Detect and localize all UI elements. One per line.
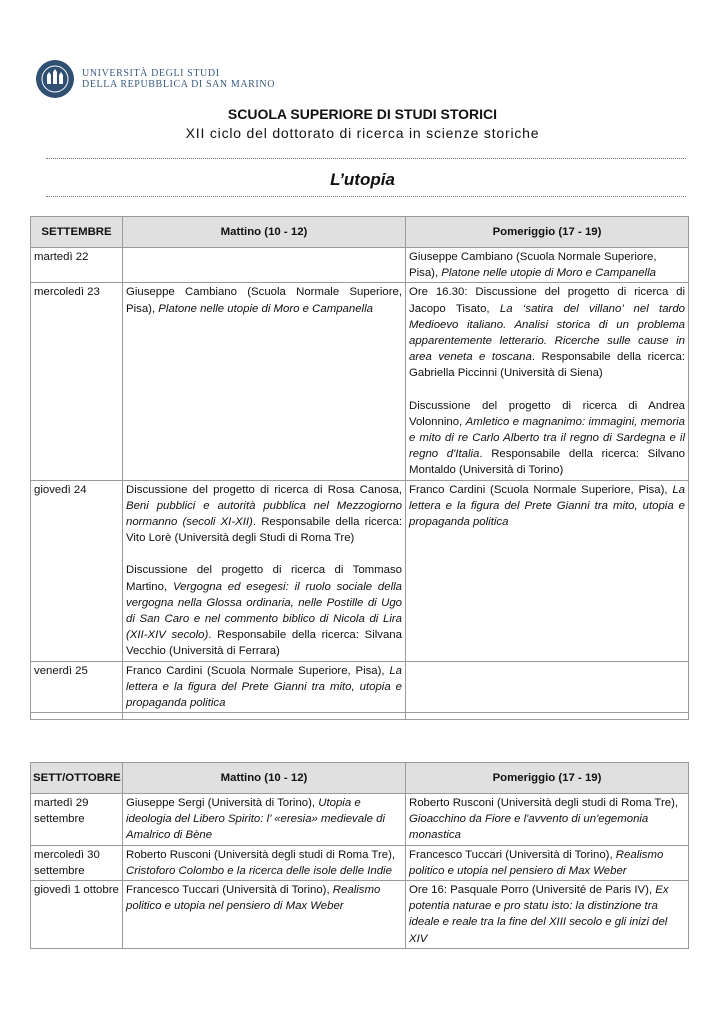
session-title: Platone nelle utopie di Moro e Campanella (441, 267, 656, 280)
session-text: Giuseppe Sergi (Università di Torino), (126, 797, 319, 809)
afternoon-cell (406, 248, 689, 283)
afternoon-cell (406, 480, 689, 661)
cycle-subtitle: XII ciclo del dottorato di ricerca in scienze storiche (185, 125, 540, 141)
morning-cell (123, 881, 406, 949)
session-title: Gioacchino da Fiore e l'avvento di un'egemonia monastica (409, 813, 649, 842)
column-header-period: SETT/OTTOBRE (31, 763, 123, 794)
session-text: Francesco Tuccari (Università di Torino), (126, 884, 333, 897)
session-text: Discussione del progetto di ricerca di Tommaso Martino, (126, 564, 402, 593)
session-title: Cristoforo Colombo e la ricerca delle isole delle Indie (126, 864, 392, 877)
session-text: . Responsabile della ricerca: Silvano Montaldo (Università di Torino) (409, 448, 685, 477)
morning-cell (123, 661, 406, 713)
second-session (409, 398, 685, 479)
session-text: Ore 16.30: Discussione del progetto di ricerca di Jacopo Tisato, (409, 286, 685, 315)
afternoon-cell (406, 845, 689, 880)
session-text: Francesco Tuccari (Università di Torino), (409, 848, 616, 861)
session-text: Roberto Rusconi (Università degli studi di Roma Tre), (409, 797, 679, 809)
morning-cell (123, 283, 406, 480)
dotted-divider-bottom (46, 196, 686, 197)
session-title: La lettera e la figura del Prete Gianni tra mito, utopia e propaganda politica (126, 664, 402, 710)
university-seal-icon (36, 60, 74, 98)
morning-cell (123, 480, 406, 661)
session-title: Platone nelle utopie di Moro e Campanella (158, 302, 373, 315)
day-cell: martedì 29 settembre (31, 794, 123, 846)
dotted-divider-top (46, 158, 686, 159)
session-title: Amletico e magnanimo: immagini, memoria e mito di re Carlo Alberto tra il regno di Sardegna e il regno d'Italia (409, 415, 685, 461)
session-text: . Responsabile della ricerca: Vito Lorè (Università degli Studi di Roma Tre) (126, 516, 403, 545)
afternoon-cell (406, 661, 689, 713)
school-title: SCUOLA SUPERIORE DI STUDI STORICI (227, 106, 498, 122)
morning-cell (123, 248, 406, 283)
table-row (31, 881, 689, 949)
schedule-table-october (30, 762, 689, 949)
morning-cell (123, 794, 406, 846)
column-header-morning: Mattino (10 - 12) (123, 763, 406, 794)
table-row (31, 661, 689, 713)
session-text: . Responsabile della ricerca: Gabriella Piccinni (Università di Siena) (409, 351, 685, 380)
morning-cell (123, 845, 406, 880)
day-cell: martedì 22 (31, 248, 123, 283)
university-logo (36, 60, 275, 98)
session-title: Realismo politico e utopia nel pensiero di Max Weber (126, 884, 381, 913)
session-text: Franco Cardini (Scuola Normale Superiore, Pisa), (409, 483, 673, 496)
session-title: Utopia e ideologia del Libero Spirito: l’ «eresia» medievale di Amalrico di Bène (126, 797, 385, 842)
day-cell: giovedì 1 ottobre (31, 881, 123, 949)
day-cell: venerdì 25 (31, 661, 123, 713)
column-header-afternoon: Pomeriggio (17 - 19) (406, 217, 689, 248)
afternoon-cell (406, 794, 689, 846)
session-text: Giuseppe Cambiano (Scuola Normale Superiore, Pisa), (409, 251, 657, 280)
session-title: La lettera e la figura del Prete Gianni tra mito, utopia e propaganda politica (409, 483, 685, 529)
session-text: . Responsabile della ricerca: Silvana Vecchio (Università di Ferrara) (126, 629, 402, 658)
session-text: Roberto Rusconi (Università degli studi di Roma Tre), (126, 848, 396, 861)
afternoon-cell (406, 881, 689, 949)
table-row (31, 283, 689, 480)
session-text: Discussione del progetto di ricerca di Rosa Canosa, (126, 483, 402, 496)
session-text: Giuseppe Cambiano (Scuola Normale Superiore, Pisa), (126, 286, 402, 315)
table-spacer-row (31, 713, 689, 720)
table-row (31, 480, 689, 661)
column-header-period: SETTEMBRE (31, 217, 123, 248)
table-header-row (31, 763, 689, 794)
session-text: Discussione del progetto di ricerca di Andrea Volonnino, (409, 399, 685, 428)
table-row (31, 248, 689, 283)
table-row (31, 845, 689, 880)
table-row (31, 794, 689, 846)
column-header-morning: Mattino (10 - 12) (123, 217, 406, 248)
session-title: Realismo politico e utopia nel pensiero di Max Weber (409, 848, 664, 877)
column-header-afternoon: Pomeriggio (17 - 19) (406, 763, 689, 794)
session-title: Ex potentia naturae e pro statu isto: la distinzione tra ideale e reale tra la fine del XIII secolo e gli inizi del XIV (409, 884, 669, 945)
university-name-line2: DELLA REPUBBLICA DI SAN MARINO (82, 79, 276, 90)
session-title: Beni pubblici e autorità pubblica nel Mezzogiorno normanno (secoli XI-XII) (126, 499, 402, 529)
university-name (82, 68, 275, 90)
day-cell: mercoledì 23 (31, 283, 123, 480)
day-cell: giovedì 24 (31, 480, 123, 661)
schedule-table-september (30, 216, 689, 720)
session-text: Ore 16: Pasquale Porro (Université de Paris IV), (409, 884, 656, 897)
table-header-row (31, 217, 689, 248)
session-text: Franco Cardini (Scuola Normale Superiore, Pisa), (126, 664, 390, 677)
afternoon-cell (406, 283, 689, 480)
session-title: Vergogna ed esegesi: il ruolo sociale della vergogna nella Glossa ordinaria, nelle Postille di Ugo di San Caro e nel commento biblico di Nicola di Lira (XII-XIV secolo) (126, 580, 402, 642)
session-title: La ‘satira del villano’ nel tardo Medioevo italiano. Analisi storica di un problema apparentemente letterario. Ricerche sulle cause in area veneta e toscana (409, 302, 685, 364)
topic-title: L’utopia (330, 170, 395, 189)
day-cell: mercoledì 30 settembre (31, 845, 123, 880)
university-name-line1: UNIVERSITÀ DEGLI STUDI (82, 68, 220, 79)
second-session (126, 562, 402, 659)
